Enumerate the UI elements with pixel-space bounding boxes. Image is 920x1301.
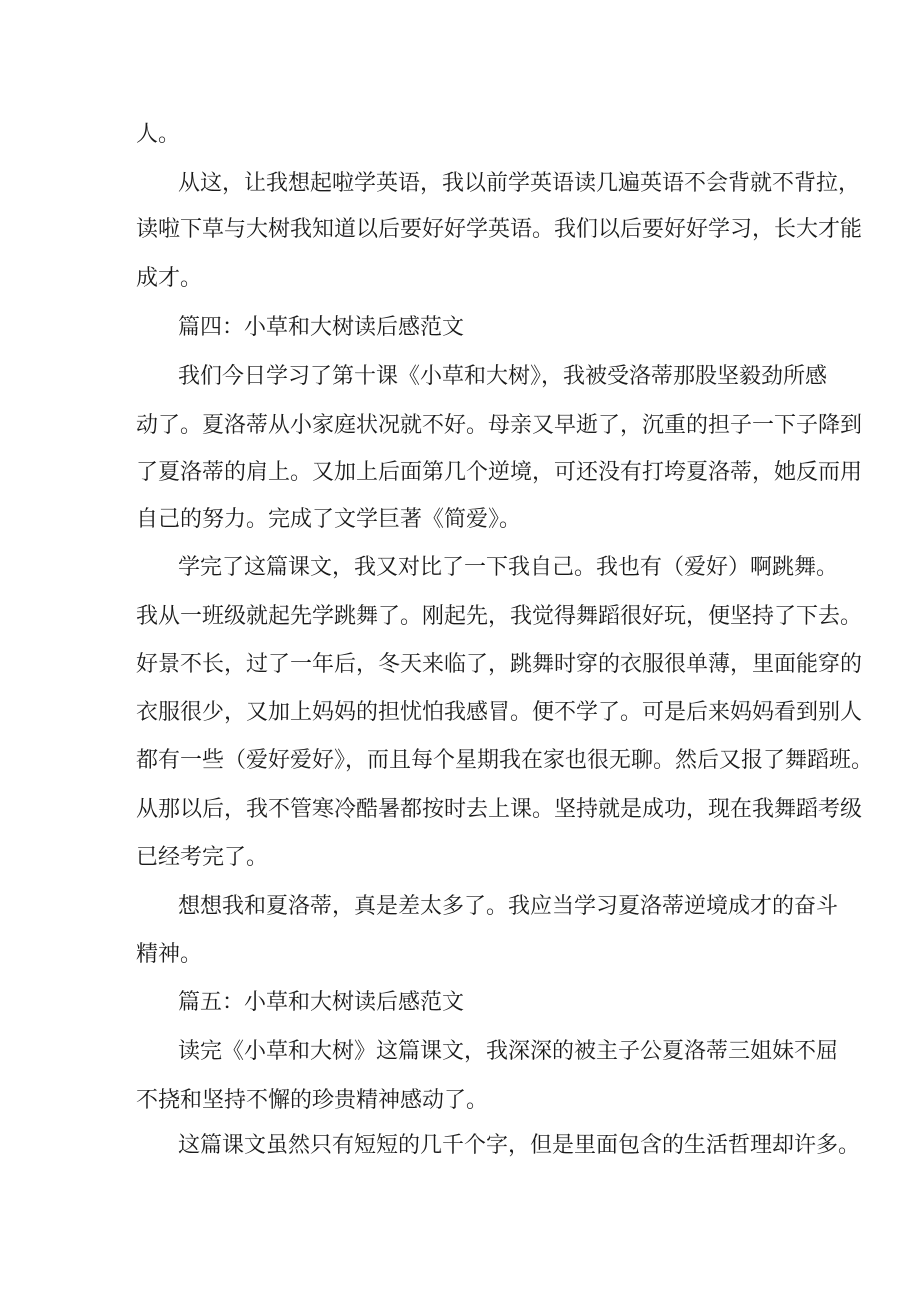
paragraph-line: 我从一班级就起先学跳舞了。刚起先，我觉得舞蹈很好玩，便坚持了下去。 (136, 604, 863, 629)
paragraph-line: 读啦下草与大树我知道以后要好好学英语。我们以后要好好学习，长大才能 (136, 217, 863, 242)
paragraph-line: 自己的努力。完成了文学巨著《简爱》。 (136, 507, 522, 532)
paragraph-line: 已经考完了。 (136, 845, 269, 870)
paragraph-line: 好景不长，过了一年后，冬天来临了，跳舞时穿的衣服很单薄，里面能穿的 (136, 652, 863, 677)
paragraph-line: 从这，让我想起啦学英语，我以前学英语读几遍英语不会背就不背拉， (178, 171, 861, 196)
paragraph-line: 人。 (136, 122, 181, 147)
paragraph-line: 精神。 (136, 942, 203, 967)
paragraph-line: 学完了这篇课文，我又对比了一下我自己。我也有（爱好）啊跳舞。 (178, 555, 839, 580)
paragraph-line: 想想我和夏洛蒂，真是差太多了。我应当学习夏洛蒂逆境成才的奋斗 (178, 894, 839, 919)
paragraph-line: 成才。 (136, 266, 203, 291)
paragraph-line: 都有一些（爱好爱好》，而且每个星期我在家也很无聊。然后又报了舞蹈班。 (136, 748, 874, 773)
paragraph-line: 衣服很少，又加上妈妈的担忧怕我感冒。便不学了。可是后来妈妈看到别人 (136, 700, 863, 725)
paragraph-line: 我们今日学习了第十课《小草和大树》，我被受洛蒂那股坚毅劲所感 (178, 364, 828, 389)
section-heading: 篇四：小草和大树读后感范文 (178, 315, 465, 340)
paragraph-line: 了夏洛蒂的肩上。又加上后面第几个逆境，可还没有打垮夏洛蒂，她反而用 (136, 460, 863, 485)
paragraph-line: 动了。夏洛蒂从小家庭状况就不好。母亲又早逝了，沉重的担子一下子降到 (136, 413, 863, 438)
paragraph-line: 这篇课文虽然只有短短的几千个字，但是里面包含的生活哲理却许多。 (178, 1133, 861, 1158)
paragraph-line: 不挠和坚持不懈的珍贵精神感动了。 (136, 1088, 489, 1113)
paragraph-line: 从那以后，我不管寒冷酷暑都按时去上课。坚持就是成功，现在我舞蹈考级 (136, 797, 863, 822)
paragraph-line: 读完《小草和大树》这篇课文，我深深的被主子公夏洛蒂三姐妹不屈 (178, 1039, 839, 1064)
section-heading: 篇五：小草和大树读后感范文 (178, 990, 465, 1015)
